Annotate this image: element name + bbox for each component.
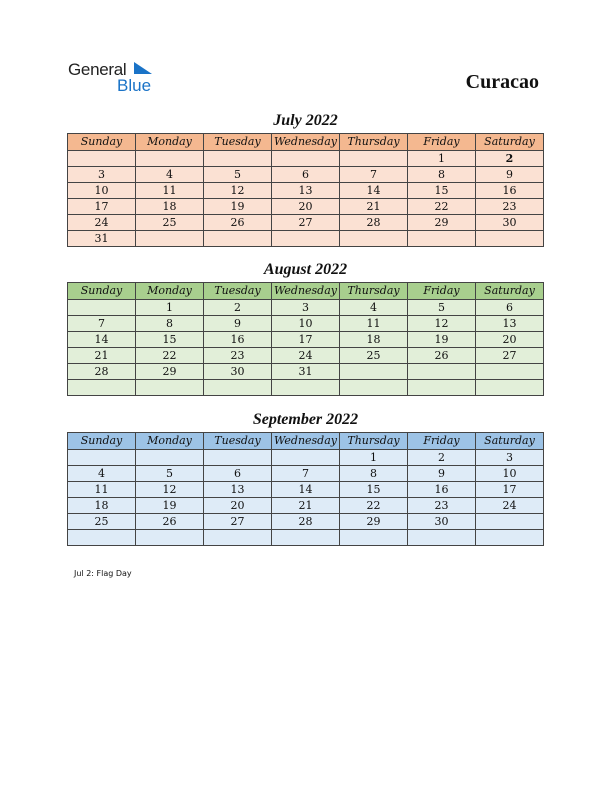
logo-triangle-icon (134, 62, 154, 76)
weekday-header: Friday (408, 134, 476, 151)
day-cell: 23 (204, 348, 272, 364)
holiday-note: Jul 2: Flag Day (74, 569, 132, 578)
day-cell: 8 (408, 167, 476, 183)
day-cell: 26 (204, 215, 272, 231)
day-cell: 17 (68, 199, 136, 215)
day-cell: 1 (136, 300, 204, 316)
day-cell: 26 (136, 514, 204, 530)
day-cell: 12 (204, 183, 272, 199)
day-cell (68, 530, 136, 546)
calendar-body-august (68, 300, 544, 396)
day-cell: 15 (408, 183, 476, 199)
week-row (68, 332, 544, 348)
day-cell (476, 514, 544, 530)
day-cell: 6 (476, 300, 544, 316)
weekday-header: Friday (408, 283, 476, 300)
day-cell: 23 (476, 199, 544, 215)
day-cell (68, 450, 136, 466)
logo-text-general: General (68, 60, 127, 79)
week-row (68, 498, 544, 514)
day-cell (204, 530, 272, 546)
day-cell (340, 151, 408, 167)
week-row (68, 466, 544, 482)
weekday-header: Saturday (476, 433, 544, 450)
day-cell: 4 (340, 300, 408, 316)
week-row (68, 514, 544, 530)
day-cell: 4 (68, 466, 136, 482)
day-cell: 7 (68, 316, 136, 332)
day-cell (136, 530, 204, 546)
day-cell (476, 364, 544, 380)
day-cell: 5 (136, 466, 204, 482)
weekday-header: Thursday (340, 283, 408, 300)
weekday-header: Wednesday (272, 283, 340, 300)
day-cell: 19 (408, 332, 476, 348)
day-cell (272, 151, 340, 167)
weekday-header-row (68, 134, 544, 151)
day-cell (408, 231, 476, 247)
day-cell: 16 (476, 183, 544, 199)
day-cell: 11 (68, 482, 136, 498)
generalblue-logo (68, 60, 168, 96)
logo-text-blue: Blue (117, 76, 152, 95)
day-cell: 15 (136, 332, 204, 348)
day-cell: 12 (408, 316, 476, 332)
day-cell: 31 (68, 231, 136, 247)
day-cell: 26 (408, 348, 476, 364)
day-cell (476, 231, 544, 247)
day-cell: 30 (476, 215, 544, 231)
day-cell: 27 (476, 348, 544, 364)
week-row (68, 151, 544, 167)
day-cell: 3 (476, 450, 544, 466)
day-cell: 19 (136, 498, 204, 514)
week-row (68, 530, 544, 546)
week-row (68, 482, 544, 498)
week-row (68, 380, 544, 396)
weekday-header: Thursday (340, 433, 408, 450)
weekday-header: Wednesday (272, 134, 340, 151)
calendar-september (67, 432, 544, 546)
weekday-header: Saturday (476, 283, 544, 300)
week-row (68, 316, 544, 332)
day-cell: 29 (136, 364, 204, 380)
day-cell (340, 364, 408, 380)
day-cell: 22 (408, 199, 476, 215)
weekday-header: Saturday (476, 134, 544, 151)
day-cell: 18 (136, 199, 204, 215)
day-cell: 31 (272, 364, 340, 380)
day-cell (136, 151, 204, 167)
day-cell: 5 (408, 300, 476, 316)
month-title-september: September 2022 (252, 411, 359, 428)
day-cell: 11 (340, 316, 408, 332)
calendar-july (67, 133, 544, 247)
day-cell (340, 530, 408, 546)
day-cell: 29 (408, 215, 476, 231)
day-cell: 18 (68, 498, 136, 514)
weekday-header: Friday (408, 433, 476, 450)
day-cell (272, 231, 340, 247)
day-cell: 14 (340, 183, 408, 199)
day-cell: 8 (136, 316, 204, 332)
day-cell: 24 (476, 498, 544, 514)
day-cell (68, 151, 136, 167)
day-cell: 25 (340, 348, 408, 364)
weekday-header: Tuesday (204, 433, 272, 450)
weekday-header: Monday (136, 283, 204, 300)
weekday-header: Sunday (68, 433, 136, 450)
day-cell: 8 (340, 466, 408, 482)
day-cell (476, 380, 544, 396)
day-cell (340, 380, 408, 396)
day-cell (408, 364, 476, 380)
day-cell: 10 (68, 183, 136, 199)
calendar-august (67, 282, 544, 396)
day-cell: 28 (68, 364, 136, 380)
day-cell: 18 (340, 332, 408, 348)
day-cell: 13 (476, 316, 544, 332)
holiday-day-cell: 2 (476, 151, 544, 167)
weekday-header: Monday (136, 134, 204, 151)
week-row (68, 167, 544, 183)
day-cell: 12 (136, 482, 204, 498)
day-cell: 10 (272, 316, 340, 332)
day-cell: 5 (204, 167, 272, 183)
day-cell: 25 (68, 514, 136, 530)
day-cell (68, 380, 136, 396)
weekday-header: Sunday (68, 134, 136, 151)
calendar-body-july (68, 151, 544, 247)
day-cell: 22 (136, 348, 204, 364)
day-cell (136, 380, 204, 396)
day-cell: 21 (340, 199, 408, 215)
week-row (68, 183, 544, 199)
day-cell: 1 (408, 151, 476, 167)
day-cell: 11 (136, 183, 204, 199)
day-cell: 3 (272, 300, 340, 316)
weekday-header: Monday (136, 433, 204, 450)
day-cell: 23 (408, 498, 476, 514)
day-cell: 7 (272, 466, 340, 482)
day-cell (408, 530, 476, 546)
day-cell (204, 380, 272, 396)
day-cell: 2 (204, 300, 272, 316)
day-cell: 22 (340, 498, 408, 514)
month-title-july: July 2022 (273, 112, 338, 129)
day-cell: 21 (272, 498, 340, 514)
day-cell: 27 (204, 514, 272, 530)
day-cell (136, 450, 204, 466)
day-cell: 27 (272, 215, 340, 231)
day-cell: 10 (476, 466, 544, 482)
day-cell (204, 151, 272, 167)
day-cell: 9 (408, 466, 476, 482)
day-cell: 17 (476, 482, 544, 498)
day-cell: 4 (136, 167, 204, 183)
day-cell: 24 (68, 215, 136, 231)
day-cell: 14 (68, 332, 136, 348)
day-cell: 6 (272, 167, 340, 183)
week-row (68, 231, 544, 247)
week-row (68, 199, 544, 215)
day-cell: 1 (340, 450, 408, 466)
day-cell (136, 231, 204, 247)
day-cell (476, 530, 544, 546)
day-cell (408, 380, 476, 396)
weekday-header: Wednesday (272, 433, 340, 450)
calendar-body-september (68, 450, 544, 546)
weekday-header: Tuesday (204, 283, 272, 300)
day-cell: 20 (272, 199, 340, 215)
day-cell: 16 (204, 332, 272, 348)
day-cell: 29 (340, 514, 408, 530)
day-cell: 21 (68, 348, 136, 364)
day-cell: 2 (408, 450, 476, 466)
weekday-header-row (68, 283, 544, 300)
day-cell: 16 (408, 482, 476, 498)
week-row (68, 300, 544, 316)
day-cell (68, 300, 136, 316)
day-cell (272, 530, 340, 546)
week-row (68, 348, 544, 364)
day-cell: 20 (476, 332, 544, 348)
day-cell: 28 (340, 215, 408, 231)
week-row (68, 364, 544, 380)
day-cell: 30 (408, 514, 476, 530)
day-cell: 17 (272, 332, 340, 348)
day-cell: 19 (204, 199, 272, 215)
day-cell: 7 (340, 167, 408, 183)
day-cell (204, 450, 272, 466)
day-cell (340, 231, 408, 247)
weekday-header-row (68, 433, 544, 450)
month-title-august: August 2022 (263, 261, 348, 278)
day-cell: 9 (204, 316, 272, 332)
day-cell: 6 (204, 466, 272, 482)
day-cell: 28 (272, 514, 340, 530)
weekday-header: Thursday (340, 134, 408, 151)
day-cell: 20 (204, 498, 272, 514)
week-row (68, 450, 544, 466)
day-cell: 30 (204, 364, 272, 380)
day-cell: 15 (340, 482, 408, 498)
day-cell: 13 (204, 482, 272, 498)
day-cell: 9 (476, 167, 544, 183)
weekday-header: Sunday (68, 283, 136, 300)
day-cell (204, 231, 272, 247)
day-cell: 13 (272, 183, 340, 199)
day-cell (272, 380, 340, 396)
day-cell: 14 (272, 482, 340, 498)
day-cell: 3 (68, 167, 136, 183)
country-title: Curacao (465, 71, 539, 93)
weekday-header: Tuesday (204, 134, 272, 151)
day-cell (272, 450, 340, 466)
day-cell: 24 (272, 348, 340, 364)
day-cell: 25 (136, 215, 204, 231)
week-row (68, 215, 544, 231)
